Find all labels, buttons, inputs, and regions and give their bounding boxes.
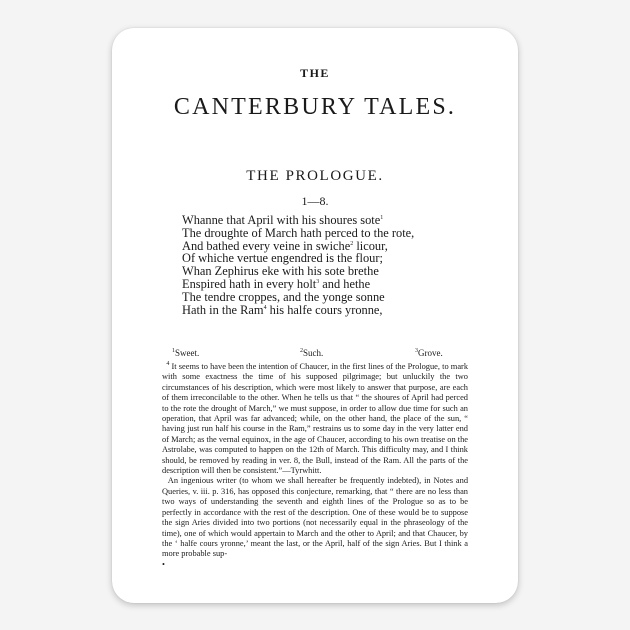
footnote-markers xyxy=(172,348,472,362)
footnote-marker: $^3$ Grove. xyxy=(415,348,443,358)
verse-block xyxy=(182,214,442,316)
note-paragraph: $^4$ It seems to have been the intention of Chaucer, in the first lines of the Prologue, to mark with some exactness the time of his supposed pilgrimage; but unluckily the two circumstances of his description, which were most likely to answer that purpose, are each of them irreconcilable to the other. When he tells us that “ the shoures of April had perced to the rote the drought of March,” we must suppose, in order to allow due time for such an operation, that April was far advanced; while, on the other hand, the place of the sun, “ having just run half his course in the Ram,” restrains us to some day in the very latter end of March; as the vernal equinox, in the age of Chaucer, according to his own treatise on the Astrolabe, was computed to happen on the 12th of March. This difficulty may, and I think should, be removed by reading in ver. 8, the Bull, instead of the Ram. All the parts of the description will then be consistent.”—Tyrwhitt. xyxy=(162,361,469,476)
verse-line: Of whiche vertue engendred is the flour; xyxy=(182,251,383,266)
book-page xyxy=(112,28,518,603)
verse-line: Whan Zephirus eke with his sote brethe xyxy=(182,264,379,279)
footnote-notes xyxy=(162,362,468,570)
verse-line: The droughte of March hath perced to the rote, xyxy=(182,225,415,240)
verse-line: Enspired hath in every holt$^3$ and hethe xyxy=(182,276,371,291)
line-range: 1—8. xyxy=(301,194,329,208)
verse-line: And bathed every veine in swiche$^2$ licour, xyxy=(182,238,388,253)
footnote-marker: $^1$ Sweet. xyxy=(172,348,200,358)
small-title: THE xyxy=(300,66,330,80)
verse-line: The tendre croppes, and the yonge sonne xyxy=(182,289,385,304)
trailing-mark: • xyxy=(162,559,165,569)
section-title: THE PROLOGUE. xyxy=(246,168,384,184)
sticker-card xyxy=(112,28,518,603)
verse-line: Whanne that April with his shoures sote$^1$ xyxy=(182,213,384,227)
book-title: CANTERBURY TALES. xyxy=(173,94,457,120)
verse-line: Hath in the Ram$^4$ his halfe cours yronne, xyxy=(182,302,383,317)
note-paragraph: An ingenious writer (to whom we shall hereafter be frequently indebted), in Notes and Queries, v. iii. p. 316, has opposed this conjecture, remarking, that “ there are no less than two ways of understanding the seventh and eighth lines of the Prologue so as to be perfectly in accordance with the rest of the description. One of these would be to suppose the sign Aries divided into two portions (not necessarily equal in the phraseology of the time), one of which would appertain to March and the other to April; and that Chaucer, by the ‘ halfe cours yronne,’ meant the last, or the April, half of the sign Aries. But I think a more probable sup- xyxy=(162,476,469,559)
footnote-marker: $^2$ Such. xyxy=(300,348,324,358)
